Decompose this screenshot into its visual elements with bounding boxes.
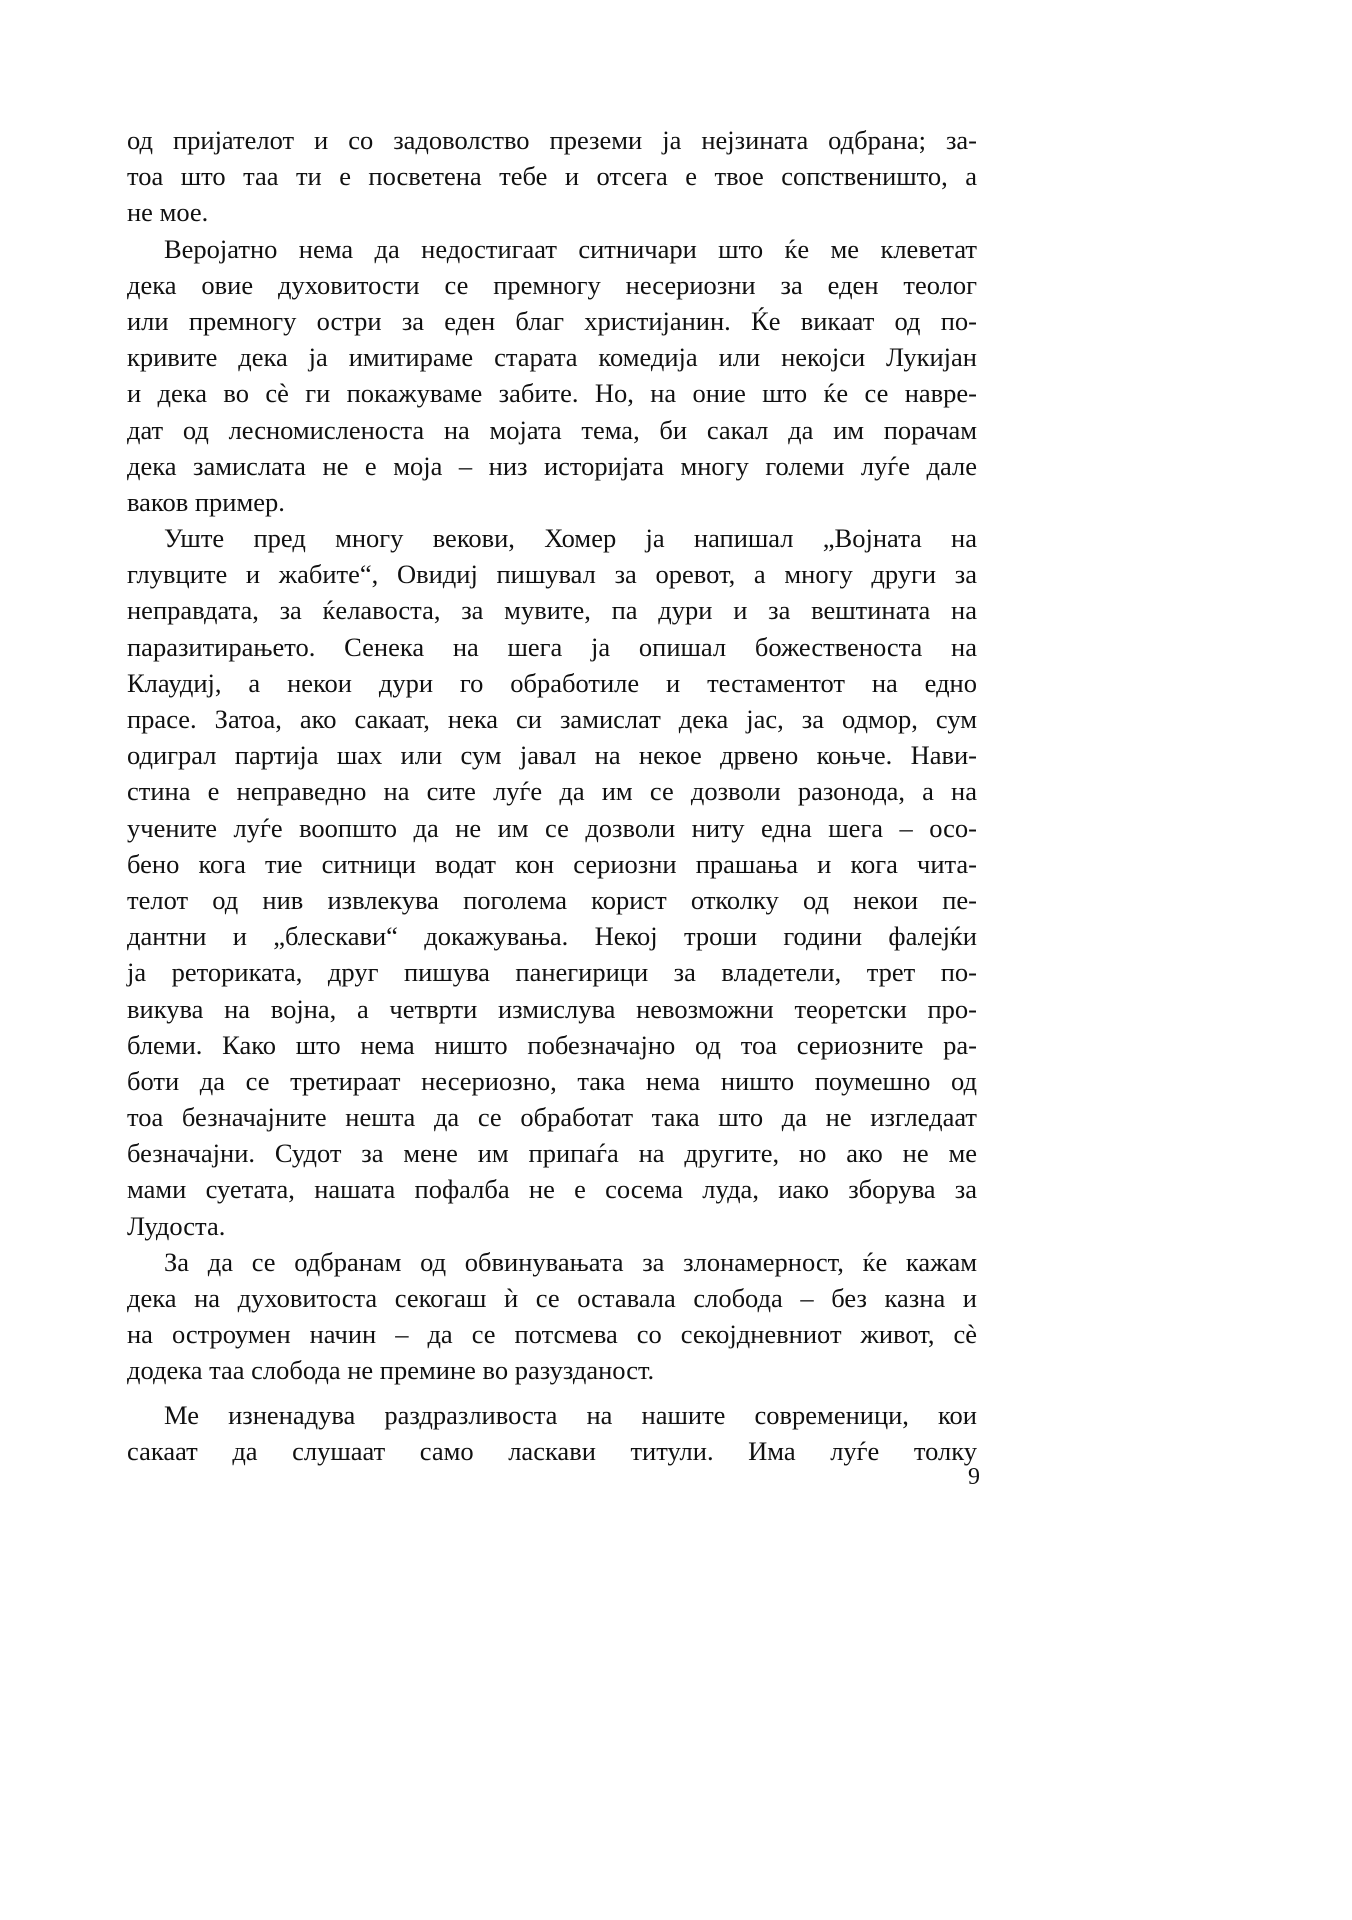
- paragraph-4: [127, 1244, 977, 1389]
- text-line: дат од лесномисленоста на мојата тема, би сакал да им порачам: [127, 414, 977, 445]
- paragraph-5: [127, 1397, 977, 1469]
- text-line: дека на духовитоста секогаш ѝ се оставала слобода – без казна и: [127, 1283, 977, 1313]
- text-line: додека таа слобода не премине во разузданост.: [127, 1355, 655, 1386]
- text-line: блеми. Како што нема ништо побезначајно од тоа сериозните ра-: [127, 1029, 977, 1060]
- text-line: неправдата, за ќелавоста, за мувите, па дури и за вештината на: [127, 595, 977, 626]
- text-line: не мое.: [127, 197, 209, 228]
- text-line: или премногу остри за еден благ христијанин. Ќе викаат од по-: [127, 305, 977, 336]
- text-line: дантни и „блескави“ докажувања. Некој троши години фалејќи: [127, 921, 977, 952]
- page-number: 9: [968, 1464, 980, 1490]
- text-line: тоа што таа ти е посветена тебе и отсега е твое сопственишто, а: [127, 161, 977, 192]
- text-line: кривите дека ја имитираме старата комедија или некојси Лукијан: [127, 342, 977, 373]
- text-line: прасе. Затоа, ако сакаат, нека си замислат дека јас, за одмор, сум: [127, 704, 977, 734]
- text-line: на остроумен начин – да се потсмева со секојдневниот живот, сѐ: [127, 1319, 977, 1350]
- text-line: мами суетата, нашата пофалба не е сосема луда, иако зборува за: [127, 1174, 977, 1205]
- text-line: тоа безначајните нешта да се обработат така што да не изгледаат: [127, 1102, 977, 1133]
- paragraph-3: [127, 520, 977, 1244]
- text-line: одиграл партија шах или сум јавал на некое дрвено коњче. Нави-: [127, 740, 977, 771]
- text-line: Ме изненадува раздразливоста на нашите современици, кои: [164, 1399, 977, 1430]
- text-line: глувците и жабите“, Овидиј пишувал за оревот, а многу други за: [127, 559, 977, 590]
- text-line: ја реториката, друг пишува панегирици за владетели, трет по-: [127, 957, 977, 988]
- text-line: викува на војна, а четврти измислува невозможни теоретски про-: [127, 993, 977, 1024]
- paragraph-2: [127, 231, 977, 521]
- text-line: сакаат да слушаат само ласкави титули. Има луѓе толку: [127, 1435, 977, 1466]
- text-line: Веројатно нема да недостигаат ситничари што ќе ме клеветат: [164, 233, 977, 264]
- text-line: Уште пред многу векови, Хомер ја напишал „Војната на: [164, 523, 977, 554]
- text-line: дека овие духовитости се премногу несериозни за еден теолог: [127, 269, 977, 300]
- text-line: бено кога тие ситници водат кон сериозни прашања и кога чита-: [127, 848, 977, 879]
- text-line: учените луѓе воопшто да не им се дозволи ниту една шега – осо-: [127, 812, 977, 843]
- text-line: безначајни. Судот за мене им припаѓа на другите, но ако не ме: [127, 1138, 977, 1169]
- text-line: и дека во сѐ ги покажуваме забите. Но, на оние што ќе се навре-: [127, 378, 977, 409]
- text-line: ваков пример.: [127, 486, 285, 517]
- text-line: За да се одбранам од обвинувањата за злонамерност, ќе кажам: [164, 1246, 977, 1277]
- text-line: стина е неправедно на сите луѓе да им се дозволи разонода, а на: [127, 776, 977, 807]
- text-line: паразитирањето. Сенека на шега ја опишал божественоста на: [127, 631, 977, 662]
- text-line: боти да се третираат несериозно, така нема ништо поумешно од: [127, 1065, 977, 1096]
- body-text: [127, 122, 977, 1469]
- text-line: дека замислата не е моја – низ историјата многу големи луѓе дале: [127, 450, 977, 481]
- text-line: Клаудиј, а некои дури го обработиле и тестаментот на едно: [127, 667, 977, 698]
- text-line: од пријателот и со задоволство преземи ја нејзината одбрана; за-: [127, 125, 977, 155]
- text-line: Лудоста.: [127, 1210, 226, 1241]
- paragraph-1: [127, 122, 977, 231]
- text-line: телот од нив извлекува поголема корист отколку од некои пе-: [127, 884, 977, 915]
